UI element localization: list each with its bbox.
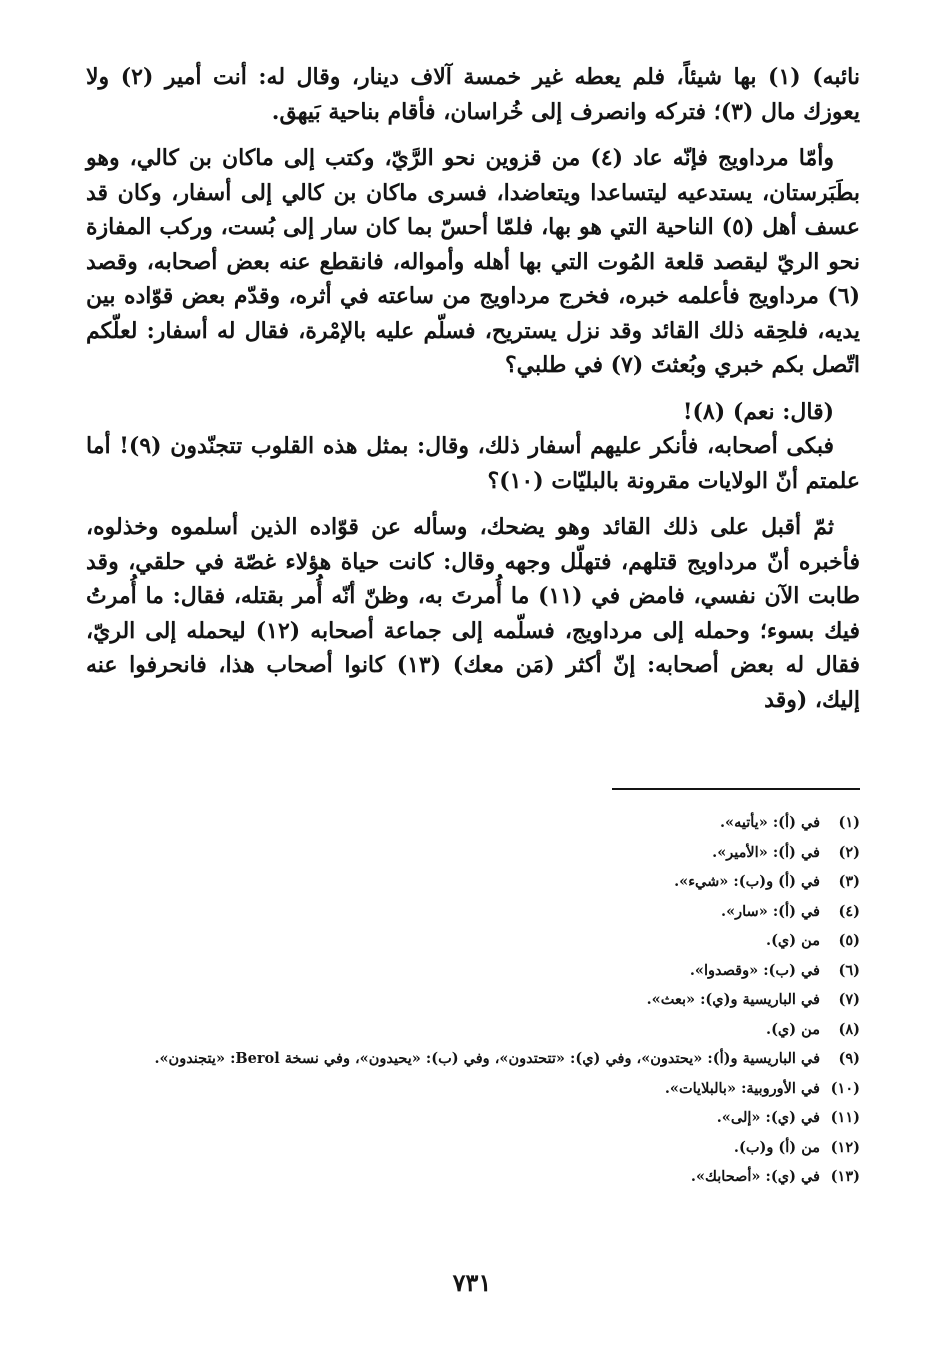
footnote-1	[86, 808, 860, 838]
footnote-text: في (أ): «سار».	[721, 902, 820, 920]
footnote-text: في الباريسية و(أ): «يحتدون»، وفي (ي): «تتحتدون»، وفي (ب): «يحيدون»، وفي نسخة Berol: «يتجندون».	[154, 1050, 820, 1067]
footnote-number: (١٢)	[830, 1138, 860, 1156]
footnote-text: في (ب): «وقصدوا».	[689, 961, 820, 979]
paragraph-4: فبكى أصحابه، فأنكر عليهم أسفار ذلك، وقال: بمثل هذه القلوب تتجنّدون (٩)! أما علمتم أنّ الولايات مقرونة بالبليّات (١٠)؟	[86, 433, 860, 494]
footnote-text: في الباريسية و(ي): «بعث».	[646, 991, 820, 1008]
paragraph-3: (قال: نعم) (٨)!	[682, 398, 834, 425]
footnote-text: في الأوروبية: «بالبلايات».	[664, 1079, 820, 1097]
main-text	[86, 60, 860, 717]
page-number: ٧٣١	[452, 1268, 492, 1297]
footnote-text: في (ي): «إلى».	[716, 1109, 820, 1126]
footnote-number: (٦)	[838, 961, 860, 979]
footnote-number: (١٣)	[830, 1168, 860, 1185]
paragraph-1: نائبه) (١) بها شيئاً، فلم يعطه غير خمسة آلاف دينار، وقال له: أنت أمير (٢) ولا يعوزك مال (٣)؛ فتركه وانصرف إلى خُراسان، فأقام بناحية بَيهق.	[86, 64, 860, 125]
footnote-divider	[612, 788, 860, 790]
footnote-2	[86, 838, 860, 868]
footnote-12	[86, 1133, 860, 1163]
footnote-number: (٥)	[838, 932, 860, 949]
footnote-text: في (أ): «الأمير».	[712, 843, 820, 861]
footnote-number: (٨)	[838, 1020, 860, 1038]
footnote-number: (١)	[838, 814, 860, 831]
footnote-13	[86, 1162, 860, 1192]
footnote-number: (٩)	[838, 1050, 860, 1067]
footnote-number: (٧)	[838, 991, 860, 1008]
footnote-number: (٢)	[838, 843, 860, 861]
footnotes	[86, 808, 860, 1192]
footnote-7	[86, 985, 860, 1015]
footnote-number: (١٠)	[830, 1079, 860, 1097]
footnote-text: من (أ) و(ب).	[733, 1138, 820, 1156]
footnote-text: في (أ) و(ب): «شيء».	[674, 873, 820, 890]
paragraph-5: ثمّ أقبل على ذلك القائد وهو يضحك، وسأله عن قوّاده الذين أسلموه وخذلوه، فأخبره أنّ مرداويج قتلهم، فتهلّل وجهه وقال: كانت حياة هؤلاء غصّة في حلقي، وقد طابت الآن نفسي، فامض في (١١) ما أُمرتَ به، وظنّ أنّه أُمر بقتله، فقال: ما أُمرتُ فيك بسوء؛ وحمله إلى مرداويج، فسلّمه إلى جماعة أصحابه (١٢) ليحمله إلى الريّ، فقال له بعض أصحابه: إنّ أكثر (مَن معك) (١٣) كانوا أصحاب هذا، فانحرفوا عنه إليك، (وقد	[86, 514, 860, 713]
footnote-text: في (أ): «يأتيه».	[719, 814, 820, 831]
footnote-number: (١١)	[830, 1109, 860, 1126]
footnote-9	[86, 1044, 860, 1074]
paragraph-2: وأمّا مرداويج فإنّه عاد (٤) من قزوين نحو الرَّيّ، وكتب إلى ماكان بن كالي، وهو بطَبَرستان، يستدعيه ليتساعدا ويتعاضدا، فسرى ماكان بن كالي إلى أسفار، وكان قد عسف أهل (٥) الناحية التي هو بها، فلمّا أحسّ بما كان سار إلى بُست، وركب المفازة نحو الريّ ليقصد قلعة المُوت التي بها أهله وأمواله، فانقطع عنه بعض أصحابه، وقصد (٦) مرداويج فأعلمه خبره، فخرج مرداويج من ساعته في أثره، وقدّم بعض قوّاده بين يديه، فلحِقه ذلك القائد وقد نزل يستريح، فسلّم عليه بالإمْرة، فقال له أسفار: لعلّكم اتّصل بكم خبري وبُعثتَ (٧) في طلبي؟	[86, 145, 860, 378]
footnote-text: من (ي).	[766, 932, 820, 949]
footnote-number: (٤)	[838, 902, 860, 920]
footnote-4	[86, 897, 860, 927]
footnote-text: في (ي): «أصحابك».	[690, 1168, 820, 1185]
footnote-5	[86, 926, 860, 956]
footnote-8	[86, 1015, 860, 1045]
footnote-11	[86, 1103, 860, 1133]
footnote-number: (٣)	[838, 873, 860, 890]
footnote-text: من (ي).	[766, 1020, 820, 1038]
footnote-3	[86, 867, 860, 897]
footnote-6	[86, 956, 860, 986]
footnote-10	[86, 1074, 860, 1104]
